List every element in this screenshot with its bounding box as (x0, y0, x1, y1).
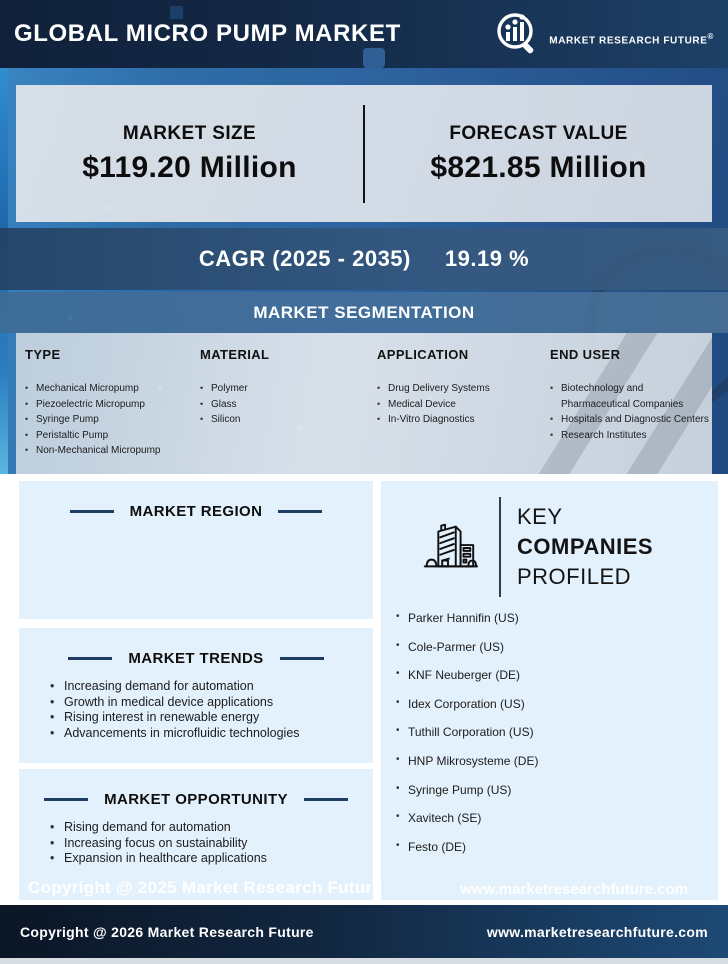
segment-column-end-user (550, 347, 710, 443)
segment-item: • Medical Device (377, 397, 537, 413)
trend-item: • Increasing demand for automation (50, 679, 359, 695)
segment-list (377, 381, 537, 428)
company-item: • Idex Corporation (US) (396, 697, 708, 711)
segment-item: • Piezoelectric Micropump (25, 397, 190, 413)
brand-name: MARKET RESEARCH FUTURE® (549, 32, 714, 47)
market-size-value: $119.20 Million (82, 150, 297, 184)
footer-copyright: Copyright @ 2026 Market Research Future (20, 923, 314, 940)
mrf-logo-icon (493, 10, 541, 58)
companies-divider (499, 497, 501, 597)
segmentation-title: MARKET SEGMENTATION (253, 302, 475, 322)
segment-heading: MATERIAL (200, 347, 270, 362)
title-dash (68, 657, 112, 660)
segmentation-band (0, 292, 728, 333)
decor-square (363, 48, 385, 68)
footer-bar (0, 905, 728, 958)
trend-item: • Advancements in microfluidic technologies (50, 726, 359, 742)
title-dash (304, 798, 348, 801)
segmentation-panel (16, 333, 712, 474)
segment-item: • Non-Mechanical Micropump (25, 443, 190, 459)
cagr-value: 19.19 % (444, 246, 530, 271)
content-section (0, 474, 728, 905)
segment-heading: APPLICATION (377, 347, 469, 362)
stats-panel (16, 85, 712, 222)
segment-item: • In-Vitro Diagnostics (377, 412, 537, 428)
title-word-profiled: PROFILED (517, 564, 632, 589)
decor-square (170, 6, 183, 19)
forecast-value: $821.85 Million (430, 150, 647, 184)
footer-website: www.marketresearchfuture.com (486, 923, 708, 940)
watermark-website: www.marketresearchfuture.com (460, 881, 688, 898)
title-word-key: KEY (517, 504, 563, 529)
watermark-copyright: Copyright @ 2025 Market Research Future (28, 878, 383, 897)
segment-item: • Peristaltic Pump (25, 428, 190, 444)
trend-item: • Rising interest in renewable energy (50, 710, 359, 726)
market-opportunity-title-row (19, 769, 373, 808)
segment-item: • Syringe Pump (25, 412, 190, 428)
segment-item: • Mechanical Micropump (25, 381, 190, 397)
segment-column-material (200, 347, 360, 428)
registered-mark: ® (707, 32, 714, 41)
market-trends-title: MARKET TRENDS (128, 650, 264, 667)
buildings-icon (417, 516, 479, 578)
segment-item: • Drug Delivery Systems (377, 381, 537, 397)
forecast-value-stat (365, 85, 712, 222)
forecast-label: FORECAST VALUE (449, 122, 628, 144)
segment-item: • Hospitals and Diagnostic Centers (550, 412, 710, 428)
company-item: • Cole-Parmer (US) (396, 640, 708, 654)
company-item: • Parker Hannifin (US) (396, 611, 708, 625)
segment-column-type (25, 347, 190, 459)
segment-list (25, 381, 190, 459)
companies-list (381, 607, 718, 854)
company-item: • KNF Neuberger (DE) (396, 668, 708, 682)
opportunity-item: • Expansion in healthcare applications (50, 851, 359, 867)
cagr-label: CAGR (2025 - 2035) (198, 246, 411, 271)
segment-item: • Research Institutes (550, 428, 710, 444)
segment-heading: TYPE (25, 347, 61, 362)
key-companies-title (517, 502, 653, 592)
title-word-companies: COMPANIES (517, 534, 654, 559)
segment-item: • Glass (200, 397, 360, 413)
market-trends-box (19, 628, 373, 763)
opportunity-item: • Increasing focus on sustainability (50, 836, 359, 852)
segment-heading: END USER (550, 347, 621, 362)
title-dash (278, 510, 322, 513)
segment-item: • Silicon (200, 412, 360, 428)
bottom-strip (0, 958, 728, 964)
market-region-title-row (19, 481, 373, 520)
market-size-stat (16, 85, 363, 222)
title-dash (44, 798, 88, 801)
trend-item: • Growth in medical device applications (50, 695, 359, 711)
hero-section (0, 68, 728, 474)
market-region-box (19, 481, 373, 619)
company-item: • Tuthill Corporation (US) (396, 725, 708, 739)
key-companies-box (381, 481, 718, 900)
market-opportunity-title: MARKET OPPORTUNITY (104, 791, 288, 808)
segment-list (200, 381, 360, 428)
market-trends-list (19, 679, 373, 741)
page-title: GLOBAL MICRO PUMP MARKET (14, 20, 401, 47)
company-item: • Syringe Pump (US) (396, 783, 708, 797)
segment-column-application (377, 347, 537, 428)
title-dash (280, 657, 324, 660)
market-region-title: MARKET REGION (129, 503, 263, 520)
key-companies-header (381, 481, 718, 607)
market-opportunity-list (19, 820, 373, 867)
brand-logo (493, 10, 714, 58)
segment-item: • Polymer (200, 381, 360, 397)
market-trends-title-row (19, 628, 373, 667)
company-item: • HNP Mikrosysteme (DE) (396, 754, 708, 768)
cagr-band (0, 228, 728, 290)
title-dash (70, 510, 114, 513)
segment-list (550, 381, 710, 443)
header-bar (0, 0, 728, 68)
segment-item: • Biotechnology and Pharmaceutical Companies (550, 381, 710, 412)
opportunity-item: • Rising demand for automation (50, 820, 359, 836)
market-size-label: MARKET SIZE (122, 122, 257, 144)
company-item: • Xavitech (SE) (396, 811, 708, 825)
company-item: • Festo (DE) (396, 840, 708, 854)
